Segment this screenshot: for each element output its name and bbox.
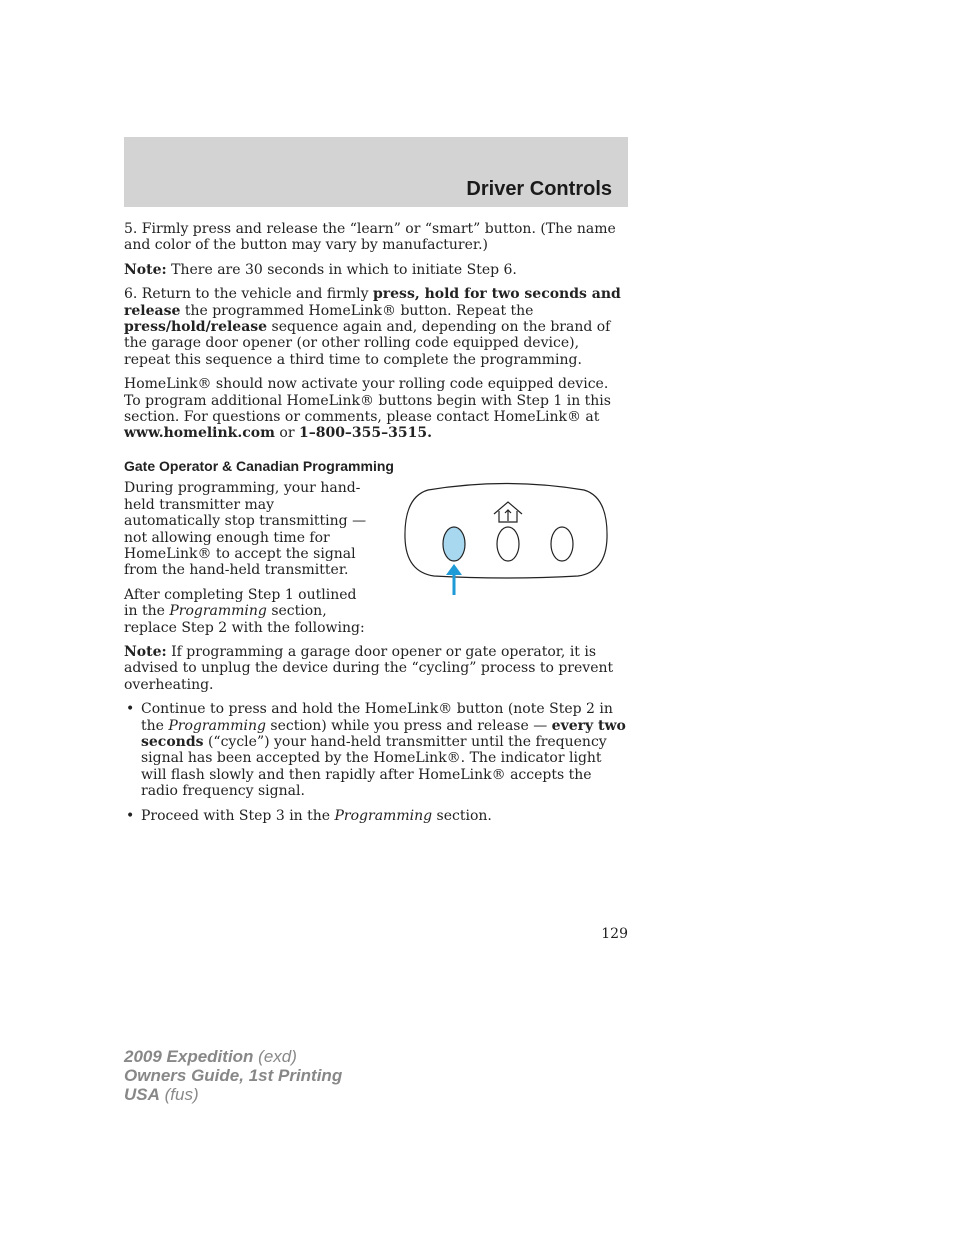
step-6-text: the programmed HomeLink® button. Repeat the [180,302,534,319]
note-label: Note: [124,643,167,660]
step-6-emphasis: press, hold for two seconds and release [124,286,621,319]
homelink-button-3 [551,527,573,561]
footer-text: USA [124,1085,160,1104]
gate-text: After completing Step 1 outlined in the [124,586,357,620]
instruction-bullets [124,701,628,824]
footer-line-1 [124,1047,342,1066]
document-footer [124,1047,342,1104]
list-item [124,808,628,824]
list-item [124,701,628,799]
footer-text: (exd) [253,1047,297,1066]
homelink-paragraph [124,376,628,442]
homelink-button-2 [497,527,519,561]
homelink-text: HomeLink® should now activate your rolling code equipped device. To program additional HomeLink® buttons begin with Step 1 in this section. For questions or comments, please contact HomeLink® at [124,376,611,426]
bullet-italic: Programming [168,717,266,734]
footer-line-3 [124,1085,342,1104]
homelink-buttons-illustration [400,481,612,599]
bullet-text: Proceed with Step 3 in the [141,807,335,824]
step-5-paragraph: 5. Firmly press and release the “learn” or “smart” button. (The name and color of the button may vary by manufacturer.) [124,221,616,254]
homelink-panel-svg [400,481,612,599]
gate-paragraph-2 [124,587,374,636]
step-6-emphasis: press/hold/release [124,319,268,336]
bullet-icon: • [126,701,135,718]
bullet-text: Continue to press and hold the HomeLink® button (note Step 2 in the [141,701,613,734]
footer-text: 2009 Expedition [124,1047,254,1066]
step-6-text: sequence again and, depending on the brand of the garage door opener (or other rolling code equipped device), repeat this sequence a third time to complete the programming. [124,319,611,368]
bullet-icon: • [126,807,135,824]
bullet-text: section) while you press and release — [265,717,552,734]
section-title: Driver Controls [466,178,612,200]
note-text: If programming a garage door opener or gate operator, it is advised to unplug the device during the “cycling” process to prevent overheating. [124,643,614,693]
homelink-text: or [274,425,299,442]
gate-paragraph-1: During programming, your hand-held transmitter may automatically stop transmitting — not allowing enough time for HomeLink® to accept the signal from the hand-held transmitter. [124,480,367,579]
note-paragraph-1 [124,262,628,278]
note-text: There are 30 seconds in which to initiate Step 6. [166,261,517,278]
page-number: 129 [601,926,628,942]
bullet-text: section. [432,807,492,824]
step-6-paragraph [124,286,628,368]
homelink-website: www.homelink.com [124,425,275,442]
section-header-bar [124,137,628,207]
note-paragraph-2 [124,644,628,693]
footer-line-2 [124,1066,342,1085]
footer-text: (fus) [159,1085,199,1104]
homelink-phone: 1–800–355–3515. [298,425,432,442]
gate-operator-heading: Gate Operator & Canadian Programming [124,457,394,474]
gate-text: section, replace Step 2 with the following: [124,603,365,636]
note-label: Note: [124,261,167,278]
step-6-text: 6. Return to the vehicle and firmly [124,286,373,303]
footer-text: Owners Guide, 1st Printing [124,1066,343,1085]
bullet-emphasis: every two seconds [141,717,626,750]
bullet-italic: Programming [334,807,433,824]
gate-italic: Programming [169,603,267,620]
bullet-text: (“cycle”) your hand-held transmitter until the frequency signal has been accepted by the HomeLink®. The indicator light will flash slowly and then rapidly after HomeLink® accepts the radio frequency signal. [141,733,607,800]
homelink-button-1 [443,527,465,561]
